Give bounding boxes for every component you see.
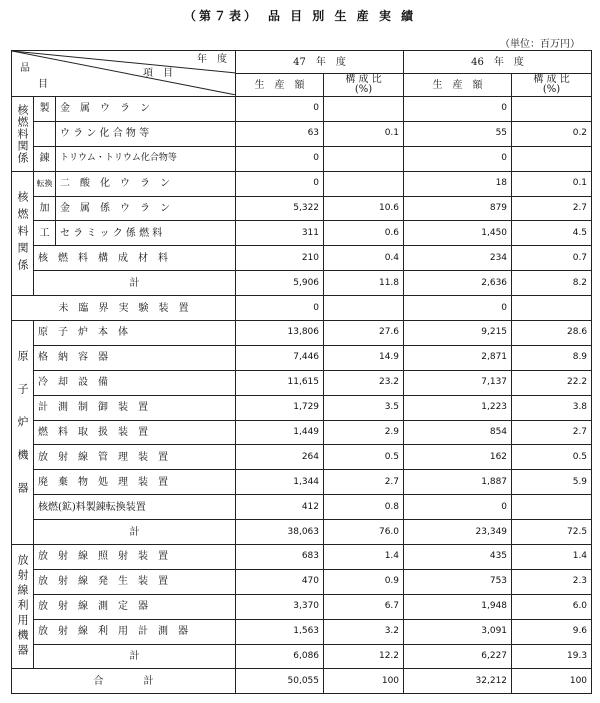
subtotal-label: 計 <box>34 520 236 545</box>
value-47: 1,449 <box>236 420 324 445</box>
subtotal-row <box>12 644 592 669</box>
ratio-47: 11.8 <box>324 271 404 296</box>
product-header-label-2: 目 <box>38 79 48 90</box>
subgroup-proc1-label: 加 <box>34 196 56 221</box>
subgroup-ref-label: 錬 <box>34 146 56 171</box>
production-table <box>11 50 592 694</box>
value-47: 1,729 <box>236 395 324 420</box>
value-47: 5,906 <box>236 271 324 296</box>
item-label: 放 射 線 発 生 装 置 <box>34 569 236 594</box>
value-47: 11,615 <box>236 370 324 395</box>
ratio-46 <box>512 296 592 321</box>
value-47: 13,806 <box>236 321 324 346</box>
table-row <box>12 246 592 271</box>
ratio-47: 1.4 <box>324 545 404 570</box>
item-label: 二 酸 化 ウ ラ ン <box>56 171 236 196</box>
production-47-header: 生 産 額 <box>236 74 324 97</box>
value-46: 7,137 <box>404 370 512 395</box>
value-47: 0 <box>236 171 324 196</box>
value-46: 879 <box>404 196 512 221</box>
ratio-46: 2.7 <box>512 196 592 221</box>
value-47: 264 <box>236 445 324 470</box>
ratio-46: 8.9 <box>512 345 592 370</box>
subtotal-row <box>12 520 592 545</box>
value-46: 1,948 <box>404 594 512 619</box>
table-row <box>12 370 592 395</box>
value-47: 683 <box>236 545 324 570</box>
year-47-header: 47 年 度 <box>236 51 404 74</box>
item-label: 金 属 係 ウ ラ ン <box>56 196 236 221</box>
table-row <box>12 196 592 221</box>
ratio-47: 14.9 <box>324 345 404 370</box>
ratio-47 <box>324 296 404 321</box>
group-fuel-mfg-label: 核燃料関係 <box>12 97 34 172</box>
ratio-46: 0.1 <box>512 171 592 196</box>
item-label: セ ラ ミ ッ ク 係 燃 料 <box>56 221 236 246</box>
ratio-47: 0.4 <box>324 246 404 271</box>
table-row <box>12 321 592 346</box>
ratio-47: 12.2 <box>324 644 404 669</box>
table-row <box>12 97 592 122</box>
table-row <box>12 445 592 470</box>
value-46: 3,091 <box>404 619 512 644</box>
ratio-47: 2.7 <box>324 470 404 495</box>
unit-label: （単位：百万円） <box>500 39 580 50</box>
ratio-46: 0.7 <box>512 246 592 271</box>
ratio-47-unit: (%) <box>354 84 373 95</box>
table-row <box>12 545 592 570</box>
ratio-46: 8.2 <box>512 271 592 296</box>
diagonal-header-cell <box>12 51 236 97</box>
grand-total-label: 合 計 <box>12 669 236 694</box>
ratio-47: 0.6 <box>324 221 404 246</box>
subgroup-mfg-label: 製 <box>34 97 56 122</box>
value-46: 854 <box>404 420 512 445</box>
subtotal-row <box>12 271 592 296</box>
group-reactor-label: 原子炉機器 <box>12 321 34 545</box>
item-label: 格 納 容 器 <box>34 345 236 370</box>
ratio-46: 6.0 <box>512 594 592 619</box>
value-46: 435 <box>404 545 512 570</box>
ratio-46: 28.6 <box>512 321 592 346</box>
item-label: 放 射 線 管 理 装 置 <box>34 445 236 470</box>
value-46: 2,636 <box>404 271 512 296</box>
ratio-47: 27.6 <box>324 321 404 346</box>
subtotal-label: 計 <box>34 644 236 669</box>
item-label: 廃 棄 物 処 理 装 置 <box>34 470 236 495</box>
value-46: 0 <box>404 146 512 171</box>
value-46: 234 <box>404 246 512 271</box>
group-critical-label: 未 臨 界 実 験 装 置 <box>12 296 236 321</box>
ratio-46: 5.9 <box>512 470 592 495</box>
item-label: 冷 却 設 備 <box>34 370 236 395</box>
value-47: 38,063 <box>236 520 324 545</box>
year-46-header: 46 年 度 <box>404 51 592 74</box>
value-46: 9,215 <box>404 321 512 346</box>
group-radiation-label: 放射線利用機器 <box>12 545 34 669</box>
value-47: 210 <box>236 246 324 271</box>
item-header-label: 項 目 <box>143 68 174 79</box>
item-label: 放 射 線 照 射 装 置 <box>34 545 236 570</box>
table-row <box>12 495 592 520</box>
table-row <box>12 345 592 370</box>
ratio-47: 0.5 <box>324 445 404 470</box>
ratio-46: 22.2 <box>512 370 592 395</box>
value-47: 0 <box>236 146 324 171</box>
value-46: 18 <box>404 171 512 196</box>
header-row-1 <box>12 51 592 74</box>
year-header-label: 年 度 <box>197 54 228 65</box>
ratio-47: 23.2 <box>324 370 404 395</box>
ratio-47 <box>324 97 404 122</box>
ratio-46 <box>512 495 592 520</box>
ratio-47: 3.2 <box>324 619 404 644</box>
value-46: 0 <box>404 495 512 520</box>
product-header-label: 品 <box>20 63 30 74</box>
value-47: 6,086 <box>236 644 324 669</box>
value-46: 55 <box>404 121 512 146</box>
subgroup-blank <box>34 121 56 146</box>
value-47: 0 <box>236 97 324 122</box>
ratio-46-label: 構 成 比 <box>533 74 570 85</box>
grand-total-row <box>12 669 592 694</box>
subtotal-label: 計 <box>34 271 236 296</box>
ratio-47 <box>324 146 404 171</box>
ratio-47: 100 <box>324 669 404 694</box>
item-label: 核燃(鉱)料製錬転換装置 <box>34 495 236 520</box>
table-row <box>12 470 592 495</box>
table-row <box>12 619 592 644</box>
value-47: 63 <box>236 121 324 146</box>
table-row <box>12 171 592 196</box>
value-46: 1,887 <box>404 470 512 495</box>
item-label: 核 燃 料 構 成 材 料 <box>34 246 236 271</box>
value-47: 1,563 <box>236 619 324 644</box>
production-46-header: 生 産 額 <box>404 74 512 97</box>
value-46: 1,450 <box>404 221 512 246</box>
item-label: ウ ラ ン 化 合 物 等 <box>56 121 236 146</box>
ratio-46: 0.5 <box>512 445 592 470</box>
table-row <box>12 395 592 420</box>
item-label: 放 射 線 利 用 計 測 器 <box>34 619 236 644</box>
item-label: 計 測 制 御 装 置 <box>34 395 236 420</box>
value-47: 412 <box>236 495 324 520</box>
table-row <box>12 146 592 171</box>
ratio-47: 3.5 <box>324 395 404 420</box>
value-46: 32,212 <box>404 669 512 694</box>
ratio-47: 0.8 <box>324 495 404 520</box>
ratio-46: 4.5 <box>512 221 592 246</box>
ratio-46: 2.7 <box>512 420 592 445</box>
value-47: 5,322 <box>236 196 324 221</box>
ratio-46-header <box>512 74 592 97</box>
value-47: 470 <box>236 569 324 594</box>
table-row <box>12 594 592 619</box>
item-label: 原 子 炉 本 体 <box>34 321 236 346</box>
item-label: 放 射 線 測 定 器 <box>34 594 236 619</box>
value-47: 311 <box>236 221 324 246</box>
ratio-46: 9.6 <box>512 619 592 644</box>
item-label: 金 属 ウ ラ ン <box>56 97 236 122</box>
value-47: 1,344 <box>236 470 324 495</box>
ratio-47: 2.9 <box>324 420 404 445</box>
ratio-47: 6.7 <box>324 594 404 619</box>
subgroup-proc2-label: 工 <box>34 221 56 246</box>
value-46: 0 <box>404 97 512 122</box>
item-label: 燃 料 取 扱 装 置 <box>34 420 236 445</box>
value-46: 0 <box>404 296 512 321</box>
table-row <box>12 420 592 445</box>
value-46: 23,349 <box>404 520 512 545</box>
value-47: 0 <box>236 296 324 321</box>
ratio-47: 76.0 <box>324 520 404 545</box>
ratio-46: 19.3 <box>512 644 592 669</box>
ratio-47: 10.6 <box>324 196 404 221</box>
ratio-46 <box>512 97 592 122</box>
ratio-46: 1.4 <box>512 545 592 570</box>
subgroup-conv-label: 転換 <box>34 171 56 196</box>
table-row <box>12 296 592 321</box>
table-row <box>12 221 592 246</box>
ratio-47: 0.1 <box>324 121 404 146</box>
value-46: 2,871 <box>404 345 512 370</box>
value-46: 162 <box>404 445 512 470</box>
table-row <box>12 569 592 594</box>
value-46: 6,227 <box>404 644 512 669</box>
ratio-46: 2.3 <box>512 569 592 594</box>
value-46: 1,223 <box>404 395 512 420</box>
item-label: トリウム・トリウム化合物等 <box>56 146 236 171</box>
value-47: 7,446 <box>236 345 324 370</box>
ratio-47-label: 構 成 比 <box>345 74 382 85</box>
group-fuel-label: 核燃料関係 <box>12 171 34 295</box>
ratio-47-header <box>324 74 404 97</box>
ratio-46: 0.2 <box>512 121 592 146</box>
ratio-47: 0.9 <box>324 569 404 594</box>
ratio-46 <box>512 146 592 171</box>
ratio-46: 72.5 <box>512 520 592 545</box>
table-row <box>12 121 592 146</box>
value-47: 3,370 <box>236 594 324 619</box>
value-47: 50,055 <box>236 669 324 694</box>
ratio-46: 100 <box>512 669 592 694</box>
ratio-46: 3.8 <box>512 395 592 420</box>
value-46: 753 <box>404 569 512 594</box>
table-title: （第７表） 品 目 別 生 産 実 績 <box>183 9 417 23</box>
ratio-47 <box>324 171 404 196</box>
ratio-46-unit: (%) <box>542 84 561 95</box>
